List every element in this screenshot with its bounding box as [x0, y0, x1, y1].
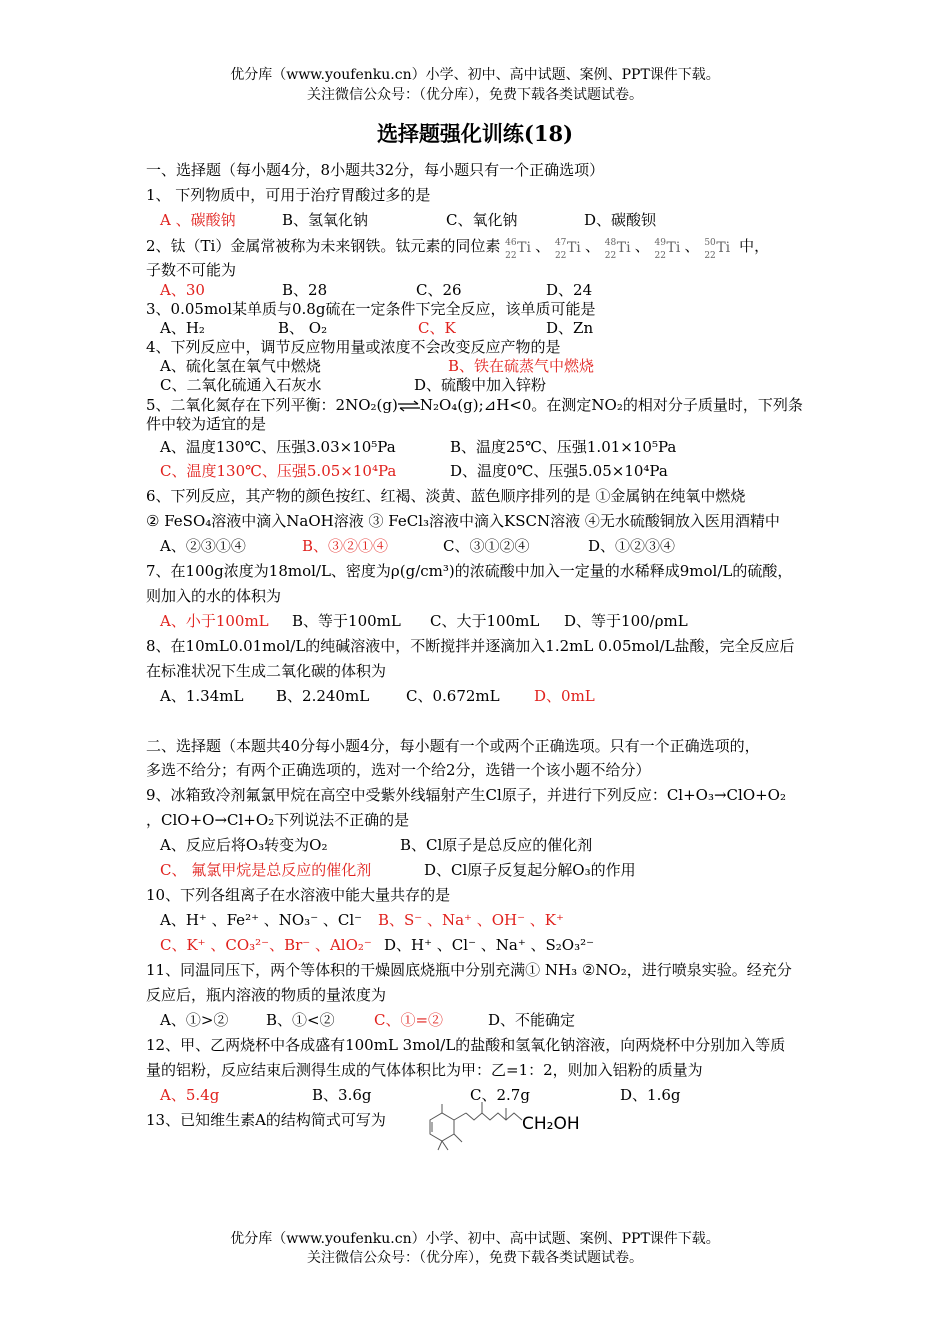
- vitamin-a-structure-icon: [418, 1080, 528, 1152]
- q10-option-d: D、H⁺ 、Cl⁻ 、Na⁺ 、S₂O₃²⁻: [384, 936, 595, 954]
- q12-stem: 12、甲、乙两烧杯中各成盛有100mL 3mol/L的盐酸和氢氧化钠溶液，向两烧杯中分别加入等质: [146, 1036, 786, 1054]
- q8-option-d: D、0mL: [534, 687, 595, 705]
- q5-stem-pre: 5、二氧化氮存在下列平衡：2NO₂(g): [146, 396, 398, 414]
- q12-option-c: C、2.7g: [470, 1086, 530, 1104]
- header-line-1: 优分库（www.youfenku.cn）小学、初中、高中试题、案例、PPT课件下载。: [230, 67, 720, 83]
- q5-stem-post: N₂O₄(g);⊿H<0。在测定NO₂的相对分子质量时，下列条: [419, 396, 803, 414]
- q2-stem: [146, 235, 769, 259]
- q1-option-b: B、氢氧化钠: [282, 211, 369, 229]
- q13-ch2oh-label: CH₂OH: [522, 1114, 580, 1134]
- q6-option-d: D、①②③④: [588, 537, 676, 555]
- q6-option-c: C、③①②④: [443, 537, 530, 555]
- q10-stem: 10、下列各组离子在水溶液中能大量共存的是: [146, 886, 451, 904]
- q3-option-b: B、 O₂: [278, 319, 328, 337]
- section-2-heading-cont: 多选不给分；有两个正确选项的，选对一个给2分，选错一个该小题不给分）: [146, 761, 651, 779]
- q12-option-a: A、5.4g: [160, 1086, 220, 1104]
- q4-option-a: A、硫化氢在氧气中燃烧: [160, 357, 321, 375]
- q4-option-d: D、硫酸中加入锌粉: [414, 376, 547, 394]
- separator: 、: [584, 237, 600, 255]
- q11-option-d: D、不能确定: [488, 1011, 576, 1029]
- section-1-heading: 一、选择题（每小题4分，8小题共32分，每小题只有一个正确选项）: [146, 161, 605, 179]
- q2-option-a: A、30: [160, 281, 205, 299]
- q2-option-c: C、26: [416, 281, 462, 299]
- q7-stem-cont: 则加入的水的体积为: [146, 587, 282, 605]
- q2-option-b: B、28: [282, 281, 328, 299]
- q10-option-c: C、K⁺ 、CO₃²⁻、Br⁻ 、AlO₂⁻: [160, 936, 372, 954]
- isotope-47ti: 47 22 Ti: [554, 238, 581, 261]
- q5-stem-cont: 件中较为适宜的是: [146, 415, 267, 433]
- q1-option-d: D、碳酸钡: [584, 211, 657, 229]
- q2-stem-post: 中，: [739, 237, 770, 255]
- isotope-46ti: 46 22 Ti: [505, 238, 531, 261]
- q10-option-a: A、H⁺ 、Fe²⁺ 、NO₃⁻ 、Cl⁻: [160, 911, 363, 929]
- q3-option-c: C、K: [418, 319, 456, 337]
- isotope-50ti: 50 22 Ti: [704, 238, 731, 261]
- q9-option-b: B、Cl原子是总反应的催化剂: [400, 836, 593, 854]
- q1-stem: 1、 下列物质中，可用于治疗胃酸过多的是: [146, 186, 431, 204]
- q11-option-a: A、①>②: [160, 1011, 229, 1029]
- q1-option-a: A 、碳酸钠: [160, 211, 236, 229]
- q5-option-d: D、温度0℃、压强5.05×10⁴Pa: [450, 462, 668, 480]
- q12-stem-cont: 量的铝粉，反应结束后测得生成的气体体积比为甲：乙=1：2，则加入铝粉的质量为: [146, 1061, 703, 1079]
- q9-option-d: D、Cl原子反复起分解O₃的作用: [424, 861, 636, 879]
- q2-stem-pre: 2、钛（Ti）金属常被称为未来钢铁。钛元素的同位素: [146, 237, 501, 255]
- q5-option-c: C、温度130℃、压强5.05×10⁴Pa: [160, 462, 397, 480]
- q2-option-d: D、24: [546, 281, 593, 299]
- q6-stem: 6、下列反应，其产物的颜色按红、红褐、淡黄、蓝色顺序排列的是 ①金属钠在纯氧中燃烧: [146, 487, 746, 505]
- q11-option-c: C、①=②: [374, 1011, 444, 1029]
- q5-option-b: B、温度25℃、压强1.01×10⁵Pa: [450, 438, 677, 456]
- isotope-48ti: 48 22 Ti: [604, 238, 631, 261]
- q6-option-a: A、②③①④: [160, 537, 246, 555]
- q12-option-b: B、3.6g: [312, 1086, 372, 1104]
- q8-option-b: B、2.240mL: [276, 687, 370, 705]
- q9-option-a: A、反应后将O₃转变为O₂: [160, 836, 328, 854]
- q7-stem: 7、在100g浓度为18mol/L、密度为ρ(g/cm³)的浓硫酸中加入一定量的水稀释成9mol/L的硫酸，: [146, 562, 793, 580]
- separator: 、: [684, 237, 700, 255]
- q5-option-a: A、温度130℃、压强3.03×10⁵Pa: [160, 438, 396, 456]
- footer-line-2: 关注微信公众号：（优分库），免费下载各类试题试卷。: [307, 1250, 643, 1266]
- q2-stem-cont: 子数不可能为: [146, 261, 237, 279]
- q12-option-d: D、1.6g: [620, 1086, 681, 1104]
- q5-stem: [146, 395, 803, 415]
- q4-stem: 4、下列反应中，调节反应物用量或浓度不会改变反应产物的是: [146, 338, 561, 356]
- q13-stem: 13、已知维生素A的结构简式可写为: [146, 1111, 386, 1129]
- q7-option-c: C、大于100mL: [430, 612, 540, 630]
- separator: 、: [535, 237, 551, 255]
- q9-stem-cont: ，ClO+O→Cl+O₂下列说法不正确的是: [146, 811, 410, 829]
- q4-option-c: C、二氧化硫通入石灰水: [160, 376, 322, 394]
- q3-option-d: D、Zn: [546, 319, 594, 337]
- q8-option-c: C、0.672mL: [406, 687, 500, 705]
- header-line-2: 关注微信公众号：（优分库），免费下载各类试题试卷。: [307, 87, 643, 103]
- isotope-49ti: 49 22 Ti: [654, 238, 681, 261]
- q9-option-c: C、 氟氯甲烷是总反应的催化剂: [160, 861, 372, 879]
- q3-option-a: A、H₂: [160, 319, 205, 337]
- q8-stem: 8、在10mL0.01mol/L的纯碱溶液中，不断搅拌并逐滴加入1.2mL 0.05mol/L盐酸，完全反应后: [146, 637, 795, 655]
- q3-stem: 3、0.05mol某单质与0.8g硫在一定条件下完全反应，该单质可能是: [146, 300, 596, 318]
- q1-option-c: C、氧化钠: [446, 211, 518, 229]
- q7-option-b: B、等于100mL: [292, 612, 401, 630]
- q6-stem-cont: ② FeSO₄溶液中滴入NaOH溶液 ③ FeCl₃溶液中滴入KSCN溶液 ④无水硫酸铜放入医用酒精中: [146, 512, 780, 530]
- separator: 、: [634, 237, 650, 255]
- q8-option-a: A、1.34mL: [160, 687, 244, 705]
- q11-option-b: B、①<②: [266, 1011, 335, 1029]
- q11-stem: 11、同温同压下，两个等体积的干燥圆底烧瓶中分别充满① NH₃ ②NO₂，进行喷泉实验。经充分: [146, 961, 792, 979]
- section-2-heading: 二、选择题（本题共40分每小题4分，每小题有一个或两个正确选项。只有一个正确选项的，: [146, 737, 760, 755]
- q7-option-a: A、小于100mL: [160, 612, 269, 630]
- q6-option-b: B、③②①④: [302, 537, 389, 555]
- page-title: 选择题强化训练(18): [376, 121, 574, 146]
- q8-stem-cont: 在标准状况下生成二氧化碳的体积为: [146, 662, 387, 680]
- q7-option-d: D、等于100/ρmL: [564, 612, 688, 630]
- footer-line-1: 优分库（www.youfenku.cn）小学、初中、高中试题、案例、PPT课件下载。: [230, 1231, 720, 1247]
- equilibrium-arrow-icon: [398, 400, 420, 412]
- q10-option-b: B、S⁻ 、Na⁺ 、OH⁻ 、K⁺: [378, 911, 564, 929]
- q9-stem: 9、冰箱致冷剂氟氯甲烷在高空中受紫外线辐射产生Cl原子，并进行下列反应：Cl+O₃→ClO+O₂: [146, 786, 786, 804]
- q11-stem-cont: 反应后，瓶内溶液的物质的量浓度为: [146, 986, 387, 1004]
- q4-option-b: B、铁在硫蒸气中燃烧: [448, 357, 595, 375]
